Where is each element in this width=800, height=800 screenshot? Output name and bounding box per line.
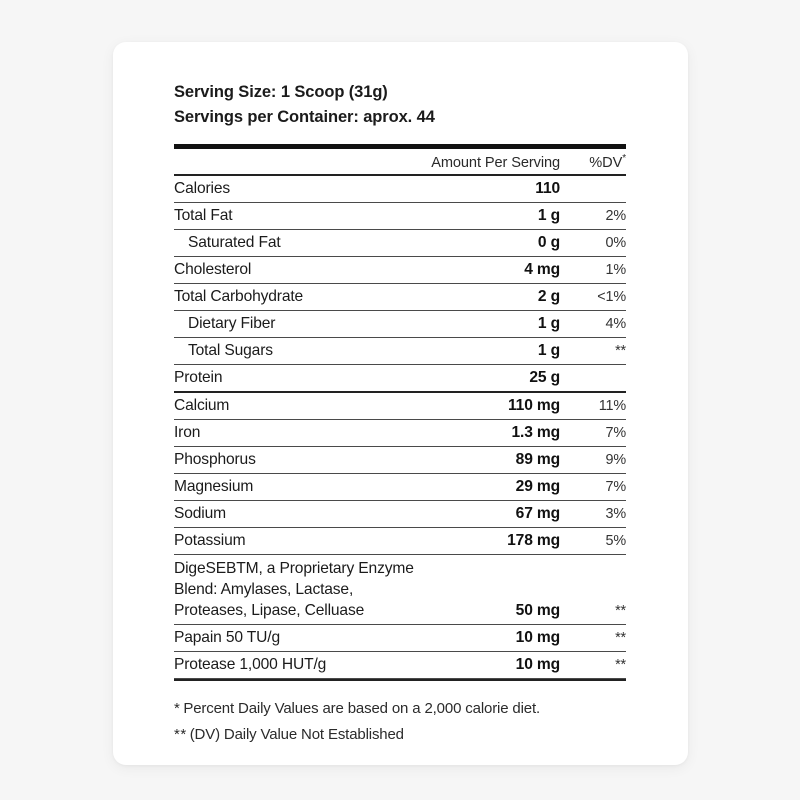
- table-row: [174, 501, 626, 528]
- nutrient-daily-value: 4%: [560, 311, 626, 338]
- nutrient-amount: 0 g: [418, 230, 560, 257]
- nutrient-amount: 50 mg: [418, 555, 560, 625]
- serving-size-line: [174, 80, 626, 105]
- nutrient-amount: 29 mg: [418, 474, 560, 501]
- nutrient-name: Phosphorus: [174, 447, 418, 474]
- table-row: [174, 175, 626, 203]
- nutrient-amount: 1 g: [418, 311, 560, 338]
- nutrient-name: Sodium: [174, 501, 418, 528]
- table-bottom-rule: [174, 679, 626, 681]
- nutrient-amount: 1 g: [418, 338, 560, 365]
- header-amount-per-serving: [418, 147, 560, 175]
- footnote-marker: **: [174, 726, 187, 743]
- footnote: [174, 722, 626, 748]
- nutrient-daily-value: 3%: [560, 501, 626, 528]
- nutrient-daily-value: 7%: [560, 420, 626, 447]
- nutrient-amount: 110: [418, 175, 560, 203]
- nutrient-daily-value: **: [560, 652, 626, 679]
- nutrient-amount: 2 g: [418, 284, 560, 311]
- header-amount-label: Amount Per Serving: [431, 155, 560, 171]
- table-row: [174, 555, 626, 625]
- nutrient-amount: 110 mg: [418, 392, 560, 420]
- nutrient-daily-value: **: [560, 338, 626, 365]
- table-row: [174, 420, 626, 447]
- nutrient-name: Potassium: [174, 528, 418, 555]
- table-row: [174, 284, 626, 311]
- nutrient-amount: 10 mg: [418, 625, 560, 652]
- table-row: [174, 625, 626, 652]
- table-row: [174, 338, 626, 365]
- nutrition-facts-table: [174, 144, 626, 681]
- header-dv-label: %DV: [589, 155, 623, 171]
- nutrient-name: Calories: [174, 175, 418, 203]
- header-nutrient: [174, 147, 418, 175]
- table-row: [174, 474, 626, 501]
- footnote-text: Percent Daily Values are based on a 2,000 calorie diet.: [183, 700, 541, 717]
- nutrient-daily-value: <1%: [560, 284, 626, 311]
- serving-size-label: Serving Size:: [174, 83, 277, 101]
- serving-size-value: 1 Scoop (31g): [280, 83, 388, 101]
- serving-information: [174, 80, 626, 130]
- nutrient-daily-value: 9%: [560, 447, 626, 474]
- footnotes: [174, 696, 626, 748]
- nutrient-daily-value: 5%: [560, 528, 626, 555]
- header-daily-value: [560, 147, 626, 175]
- table-row: [174, 365, 626, 393]
- nutrient-daily-value: [560, 175, 626, 203]
- nutrient-name: Calcium: [174, 392, 418, 420]
- nutrient-amount: 178 mg: [418, 528, 560, 555]
- nutrient-amount: 89 mg: [418, 447, 560, 474]
- table-row: [174, 311, 626, 338]
- table-footer-rule-body: [174, 679, 626, 681]
- nutrient-amount: 10 mg: [418, 652, 560, 679]
- nutrient-daily-value: 11%: [560, 392, 626, 420]
- nutrient-name: Total Sugars: [174, 338, 418, 365]
- servings-per-container-line: [174, 105, 626, 130]
- table-header-row: [174, 147, 626, 175]
- servings-per-container-label: Servings per Container:: [174, 108, 359, 126]
- nutrient-amount: 1.3 mg: [418, 420, 560, 447]
- nutrition-facts-card: [113, 42, 688, 765]
- nutrient-name: Cholesterol: [174, 257, 418, 284]
- nutrient-daily-value: **: [560, 625, 626, 652]
- nutrient-name: Papain 50 TU/g: [174, 625, 418, 652]
- nutrient-name: DigeSEBTM, a Proprietary Enzyme Blend: Amylases, Lactase, Proteases, Lipase, Celluase: [174, 555, 418, 625]
- nutrient-daily-value: 0%: [560, 230, 626, 257]
- nutrient-amount: 1 g: [418, 203, 560, 230]
- table-row: [174, 230, 626, 257]
- nutrient-name: Protease 1,000 HUT/g: [174, 652, 418, 679]
- nutrient-name: Saturated Fat: [174, 230, 418, 257]
- table-row: [174, 392, 626, 420]
- header-dv-asterisk: *: [622, 153, 626, 165]
- nutrient-name: Total Fat: [174, 203, 418, 230]
- footnote: [174, 696, 626, 722]
- nutrient-name: Protein: [174, 365, 418, 393]
- nutrient-daily-value: **: [560, 555, 626, 625]
- nutrient-amount: 4 mg: [418, 257, 560, 284]
- nutrition-facts-panel: [174, 80, 626, 748]
- table-row: [174, 257, 626, 284]
- servings-per-container-value: aprox. 44: [363, 108, 435, 126]
- table-row: [174, 528, 626, 555]
- footnote-text: (DV) Daily Value Not Established: [189, 726, 404, 743]
- table-row: [174, 203, 626, 230]
- table-row: [174, 447, 626, 474]
- nutrient-daily-value: 7%: [560, 474, 626, 501]
- nutrient-name: Total Carbohydrate: [174, 284, 418, 311]
- table-row: [174, 652, 626, 679]
- nutrient-rows: [174, 175, 626, 679]
- nutrient-daily-value: 1%: [560, 257, 626, 284]
- nutrient-daily-value: 2%: [560, 203, 626, 230]
- nutrient-name: Iron: [174, 420, 418, 447]
- nutrition-facts-table-body: [174, 144, 626, 175]
- nutrient-amount: 67 mg: [418, 501, 560, 528]
- nutrient-daily-value: [560, 365, 626, 393]
- nutrient-amount: 25 g: [418, 365, 560, 393]
- nutrient-name: Magnesium: [174, 474, 418, 501]
- footnote-marker: *: [174, 700, 181, 717]
- nutrient-name: Dietary Fiber: [174, 311, 418, 338]
